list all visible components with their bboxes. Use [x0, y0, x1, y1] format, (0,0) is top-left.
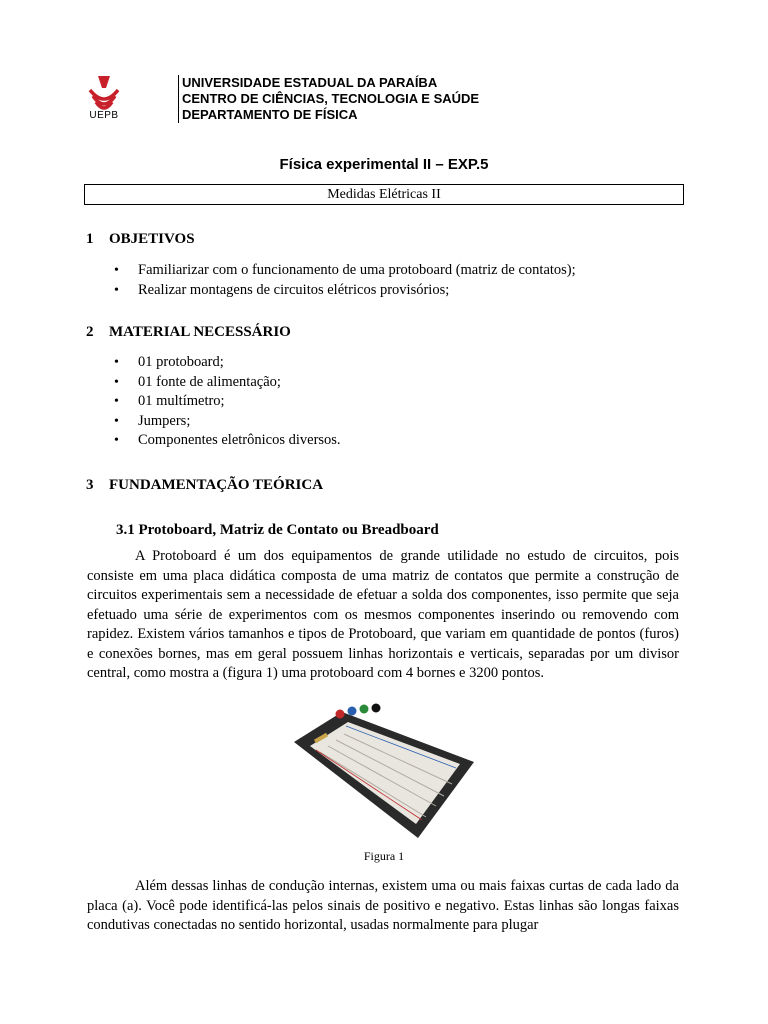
- list-item: • Familiarizar com o funcionamento de uma protoboard (matriz de contatos);: [112, 261, 576, 281]
- list-item: • 01 protoboard;: [112, 353, 341, 373]
- materials-list: [112, 353, 341, 451]
- section-number: 1: [86, 231, 94, 247]
- list-item: • Realizar montagens de circuitos elétricos provisórios;: [112, 281, 576, 301]
- institution-line: UNIVERSIDADE ESTADUAL DA PARAÍBA: [182, 75, 438, 90]
- list-item: • Componentes eletrônicos diversos.: [112, 431, 341, 451]
- logo-text: UEPB: [89, 110, 119, 121]
- institution-line: CENTRO DE CIÊNCIAS, TECNOLOGIA E SAÚDE: [182, 91, 480, 106]
- document-title: Física experimental II – EXP.5: [279, 156, 489, 173]
- section-heading: [86, 324, 291, 341]
- paragraph: A Protoboard é um dos equipamentos de grande utilidade no estudo de circuitos, pois consiste em uma placa didática composta de uma matriz de contatos que permite a construção de circuitos experimentais sem a necessidade de efetuar a solda dos componentes, isso permite que seja efetuado uma série de experimentos com os mesmos componentes inserindo ou removendo com rapidez. Existem vários tamanhos e tipos de Protoboard, que variam em quantidade de pontos (furos) e conexões bornes, mas em geral possuem linhas horizontais e verticais, separadas por um divisor central, como mostra a (figura 1) uma protoboard com 4 bornes e 3200 pontos.: [87, 548, 679, 681]
- subsection-heading: 3.1 Protoboard, Matriz de Contato ou Breadboard: [116, 522, 439, 538]
- list-item: • 01 multímetro;: [112, 392, 341, 412]
- section-title: OBJETIVOS: [109, 231, 195, 247]
- document-subtitle: Medidas Elétricas II: [84, 184, 684, 205]
- section-title: FUNDAMENTAÇÃO TEÓRICA: [109, 477, 324, 493]
- list-item: • 01 fonte de alimentação;: [112, 373, 341, 393]
- section-number: 3: [86, 477, 94, 493]
- section-heading: [86, 477, 323, 494]
- institution-block: [178, 75, 479, 123]
- list-item: • Jumpers;: [112, 412, 341, 432]
- figure-caption: Figura 1: [363, 849, 405, 863]
- section-heading: [86, 231, 195, 248]
- institution-line: DEPARTAMENTO DE FÍSICA: [182, 107, 358, 122]
- paragraph: Além dessas linhas de condução internas, existem uma ou mais faixas curtas de cada lado da placa (a). Você pode identificá-las pelos sinais de positivo e negativo. Estas linhas são longas faixas condutivas conectadas no sentido horizontal, usadas normalmente para plugar: [87, 878, 679, 933]
- protoboard-figure: [290, 702, 476, 842]
- section-number: 2: [86, 324, 94, 340]
- section-title: MATERIAL NECESSÁRIO: [109, 324, 291, 340]
- objectives-list: [112, 261, 576, 300]
